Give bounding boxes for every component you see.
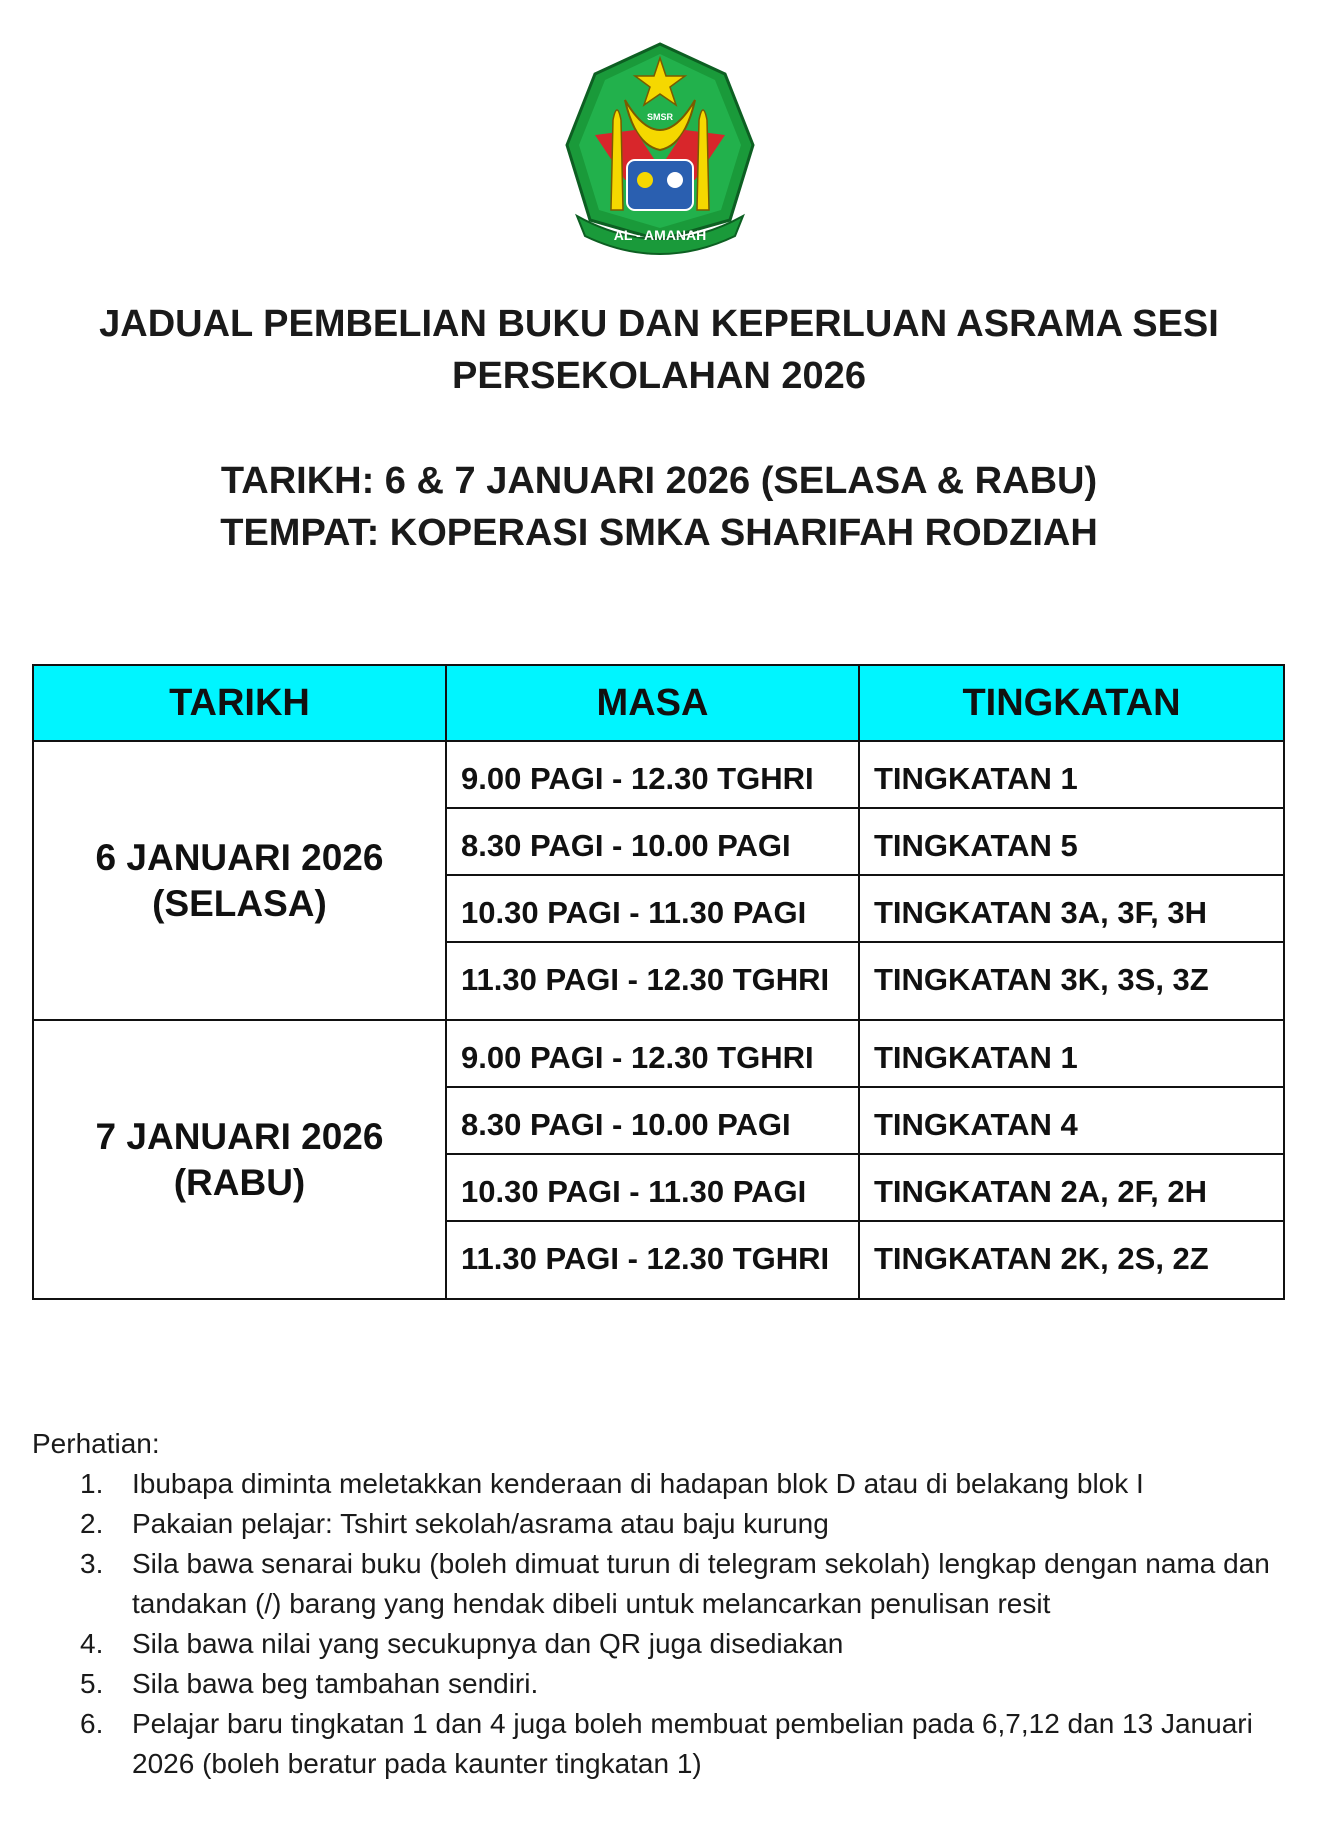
list-item <box>32 1624 1302 1664</box>
date-label: 7 JANUARI 2026 <box>95 1115 384 1157</box>
item-number: 1. <box>80 1468 104 1499</box>
item-text: Sila bawa nilai yang secukupnya dan QR juga disediakan <box>132 1628 844 1659</box>
item-number: 3. <box>80 1548 104 1579</box>
title-line-1: JADUAL PEMBELIAN BUKU DAN KEPERLUAN ASRAMA SESI <box>99 303 1219 345</box>
masa-cell: 10.30 PAGI - 11.30 PAGI <box>446 1154 859 1221</box>
tingkatan-cell: TINGKATAN 1 <box>859 741 1284 808</box>
event-date: TARIKH: 6 & 7 JANUARI 2026 (SELASA & RABU) <box>220 460 1098 502</box>
tingkatan-cell: TINGKATAN 2K, 2S, 2Z <box>859 1221 1284 1299</box>
item-number: 4. <box>80 1628 104 1659</box>
day-label: (RABU) <box>173 1161 306 1203</box>
list-item <box>32 1704 1302 1784</box>
item-text: Sila bawa beg tambahan sendiri. <box>132 1668 539 1699</box>
date-cell <box>33 741 446 1020</box>
table-row <box>33 741 1284 808</box>
masa-cell: 11.30 PAGI - 12.30 TGHRI <box>446 942 859 1020</box>
header-tarikh: TARIKH <box>33 665 446 741</box>
item-number: 5. <box>80 1668 104 1699</box>
item-text: Ibubapa diminta meletakkan kenderaan di hadapan blok D atau di belakang blok I <box>132 1468 1144 1499</box>
date-label: 6 JANUARI 2026 <box>95 836 384 878</box>
tingkatan-cell: TINGKATAN 3A, 3F, 3H <box>859 875 1284 942</box>
event-info <box>0 455 1318 559</box>
list-item <box>32 1464 1302 1504</box>
tingkatan-cell: TINGKATAN 2A, 2F, 2H <box>859 1154 1284 1221</box>
notes-section <box>32 1424 1302 1784</box>
item-text: Pelajar baru tingkatan 1 dan 4 juga boleh membuat pembelian pada 6,7,12 dan 13 Januari 2026 (boleh beratur pada kaunter tingkatan 1) <box>132 1708 1253 1779</box>
day-label: (SELASA) <box>152 882 327 924</box>
masa-cell: 10.30 PAGI - 11.30 PAGI <box>446 875 859 942</box>
item-number: 2. <box>80 1508 104 1539</box>
masa-cell: 9.00 PAGI - 12.30 TGHRI <box>446 741 859 808</box>
document-title <box>0 298 1318 402</box>
logo-initials: SMSR <box>646 112 674 122</box>
masa-cell: 8.30 PAGI - 10.00 PAGI <box>446 808 859 875</box>
schedule-table <box>32 664 1285 1300</box>
item-text: Sila bawa senarai buku (boleh dimuat turun di telegram sekolah) lengkap dengan nama dan tandakan (/) barang yang hendak dibeli untuk melancarkan penulisan resit <box>132 1548 1270 1619</box>
tingkatan-cell: TINGKATAN 1 <box>859 1020 1284 1087</box>
title-line-2: PERSEKOLAHAN 2026 <box>452 355 866 397</box>
tingkatan-cell: TINGKATAN 4 <box>859 1087 1284 1154</box>
table-row <box>33 1020 1284 1087</box>
tingkatan-cell: TINGKATAN 3K, 3S, 3Z <box>859 942 1284 1020</box>
notes-list <box>32 1464 1302 1784</box>
tingkatan-cell: TINGKATAN 5 <box>859 808 1284 875</box>
item-text: Pakaian pelajar: Tshirt sekolah/asrama atau baju kurung <box>132 1508 829 1539</box>
item-number: 6. <box>80 1708 104 1739</box>
list-item <box>32 1504 1302 1544</box>
date-cell <box>33 1020 446 1299</box>
header-masa: MASA <box>446 665 859 741</box>
school-logo <box>565 40 755 264</box>
logo-motto: AL - AMANAH <box>613 227 707 243</box>
masa-cell: 9.00 PAGI - 12.30 TGHRI <box>446 1020 859 1087</box>
list-item <box>32 1664 1302 1704</box>
masa-cell: 11.30 PAGI - 12.30 TGHRI <box>446 1221 859 1299</box>
notes-heading: Perhatian: <box>32 1428 160 1459</box>
list-item <box>32 1544 1302 1624</box>
header-tingkatan: TINGKATAN <box>859 665 1284 741</box>
table-header-row <box>33 665 1284 741</box>
event-place: TEMPAT: KOPERASI SMKA SHARIFAH RODZIAH <box>220 512 1098 554</box>
masa-cell: 8.30 PAGI - 10.00 PAGI <box>446 1087 859 1154</box>
